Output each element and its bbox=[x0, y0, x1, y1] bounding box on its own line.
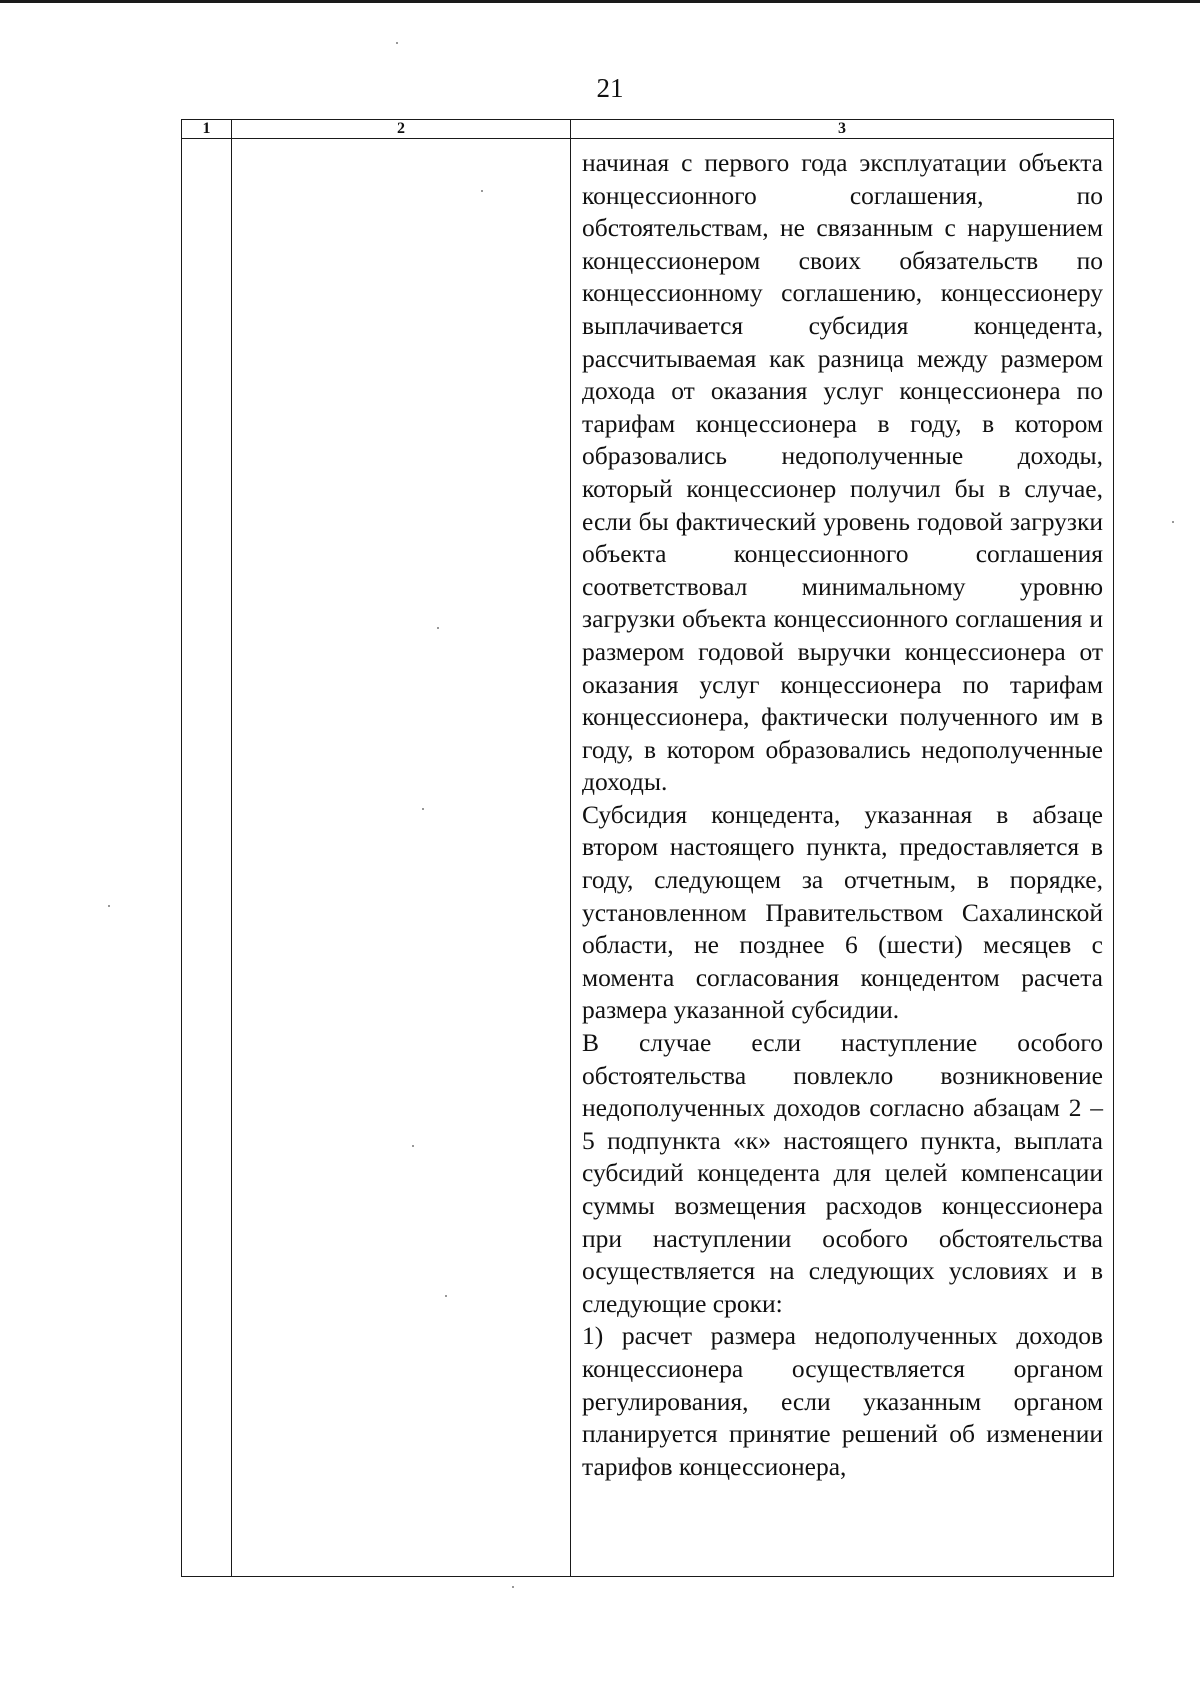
cell-column-3 bbox=[571, 139, 1114, 1577]
table-row bbox=[182, 139, 1114, 1577]
column-header-3: 3 bbox=[571, 120, 1114, 139]
paragraph-4: 1) расчет размера недополученных доходов концессионера осуществляется органом регулирования, если указанным органом планируется принятие решений об изменении тарифов концессионера, bbox=[582, 1321, 1103, 1481]
paragraph-1: начиная с первого года эксплуатации объекта концессионного соглашения, по обстоятельствам, не связанным с нарушением концессионером своих обязательств по концессионному соглашению, концессионеру выплачивается субсидия концедента, рассчитываемая как разница между размером дохода от оказания услуг концессионера по тарифам концессионера в году, в котором образовались недополученные доходы, который концессионер получил бы в случае, если бы фактический уровень годовой загрузки объекта концессионного соглашения соответствовал минимальному уровню загрузки объекта концессионного соглашения и размером годовой выручки концессионера от оказания услуг концессионера по тарифам концессионера, фактически полученного им в году, в котором образовались недополученные доходы. bbox=[582, 148, 1103, 797]
scan-speck bbox=[1172, 521, 1174, 523]
scan-speck bbox=[108, 905, 110, 907]
scan-speck bbox=[481, 190, 483, 192]
column-header-2: 2 bbox=[232, 120, 571, 139]
scan-speck bbox=[396, 42, 398, 44]
page-number: 21 bbox=[596, 73, 624, 103]
document-table bbox=[181, 119, 1114, 1577]
scan-speck bbox=[412, 1145, 414, 1147]
scan-speck bbox=[437, 627, 439, 629]
paragraph-2: Субсидия концедента, указанная в абзаце втором настоящего пункта, предоставляется в году, следующем за отчетным, в порядке, установленном Правительством Сахалинской области, не позднее 6 (шести) месяцев с момента согласования концедентом расчета размера указанной субсидии. bbox=[582, 799, 1103, 1025]
cell-column-1 bbox=[182, 139, 232, 1577]
table-header-row bbox=[182, 120, 1114, 139]
cell-column-2 bbox=[232, 139, 571, 1577]
paragraph-3: В случае если наступление особого обстоятельства повлекло возникновение недополученных доходов согласно абзацам 2 – 5 подпункта «к» настоящего пункта, выплата субсидий концедента для целей компенсации суммы возмещения расходов концессионера при наступлении особого обстоятельства осуществляется на следующих условиях и в следующие сроки: bbox=[582, 1028, 1103, 1318]
scan-speck bbox=[422, 808, 424, 810]
scan-speck bbox=[512, 1586, 514, 1588]
column-header-1: 1 bbox=[182, 120, 232, 139]
cell-text-block bbox=[571, 139, 1113, 1483]
top-border-line bbox=[0, 0, 1200, 3]
scan-speck bbox=[445, 1295, 447, 1297]
